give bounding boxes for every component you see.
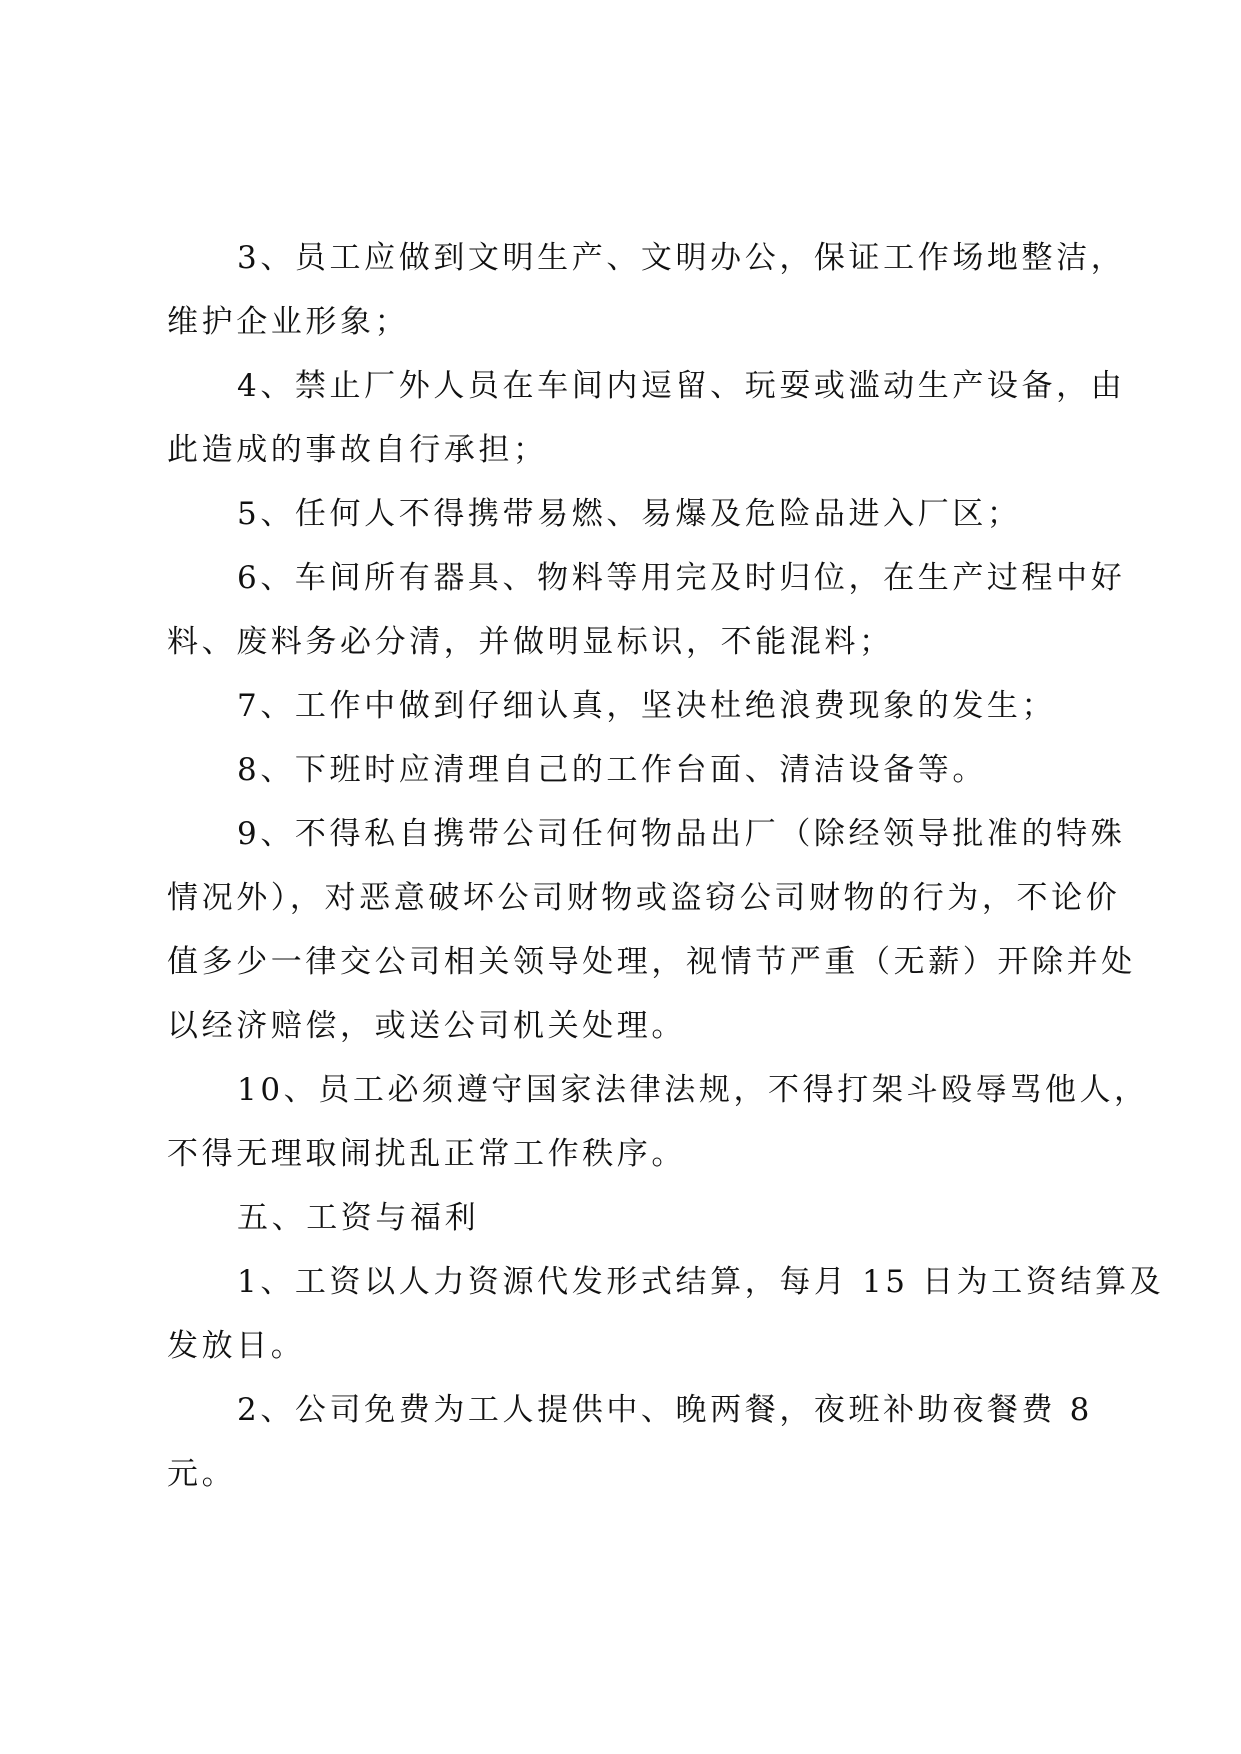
text-line: 元。 (167, 1456, 237, 1492)
rule-item-3 (167, 226, 1126, 354)
text-line: 值多少一律交公司相关领导处理，视情节严重（无薪）开除并处 (167, 944, 1136, 980)
section-heading-wages-benefits (167, 1186, 1087, 1250)
rule-item-10 (167, 1058, 1149, 1186)
wage-item-2 (167, 1378, 1093, 1506)
text-line: 情况外），对恶意破坏公司财物或盗窃公司财物的行为，不论价 (167, 880, 1121, 916)
text-line: 不得无理取闹扰乱正常工作秩序。 (167, 1136, 686, 1172)
section-heading-text: 五、工资与福利 (237, 1200, 480, 1236)
rule-item-9 (167, 802, 1136, 1058)
rule-item-5 (167, 482, 1087, 546)
text-line: 维护企业形象； (167, 304, 410, 340)
text-line: 5、任何人不得携带易燃、易爆及危险品进入厂区； (237, 496, 1022, 532)
text-line: 发放日。 (167, 1328, 306, 1364)
text-line: 1、工资以人力资源代发形式结算，每月 15 日为工资结算及 (237, 1264, 1165, 1300)
text-line: 料、废料务必分清，并做明显标识，不能混料； (167, 624, 894, 660)
text-line: 以经济赔偿，或送公司机关处理。 (167, 1008, 686, 1044)
wage-item-1 (167, 1250, 1165, 1378)
text-line: 7、工作中做到仔细认真，坚决杜绝浪费现象的发生； (237, 688, 1057, 724)
text-line: 8、下班时应清理自己的工作台面、清洁设备等。 (237, 752, 987, 788)
text-line: 10、员工必须遵守国家法律法规，不得打架斗殴辱骂他人， (237, 1072, 1149, 1108)
text-line: 2、公司免费为工人提供中、晚两餐，夜班补助夜餐费 8 (237, 1392, 1093, 1428)
text-line: 4、禁止厂外人员在车间内逗留、玩耍或滥动生产设备，由 (237, 368, 1126, 404)
rule-item-6 (167, 546, 1126, 674)
document-body (167, 226, 1165, 1506)
text-line: 6、车间所有器具、物料等用完及时归位，在生产过程中好 (237, 560, 1126, 596)
rule-item-8 (167, 738, 1087, 802)
text-line: 3、员工应做到文明生产、文明办公，保证工作场地整洁， (237, 240, 1126, 276)
text-line: 9、不得私自携带公司任何物品出厂（除经领导批准的特殊 (237, 816, 1126, 852)
rule-item-7 (167, 674, 1087, 738)
text-line: 此造成的事故自行承担； (167, 432, 548, 468)
rule-item-4 (167, 354, 1126, 482)
